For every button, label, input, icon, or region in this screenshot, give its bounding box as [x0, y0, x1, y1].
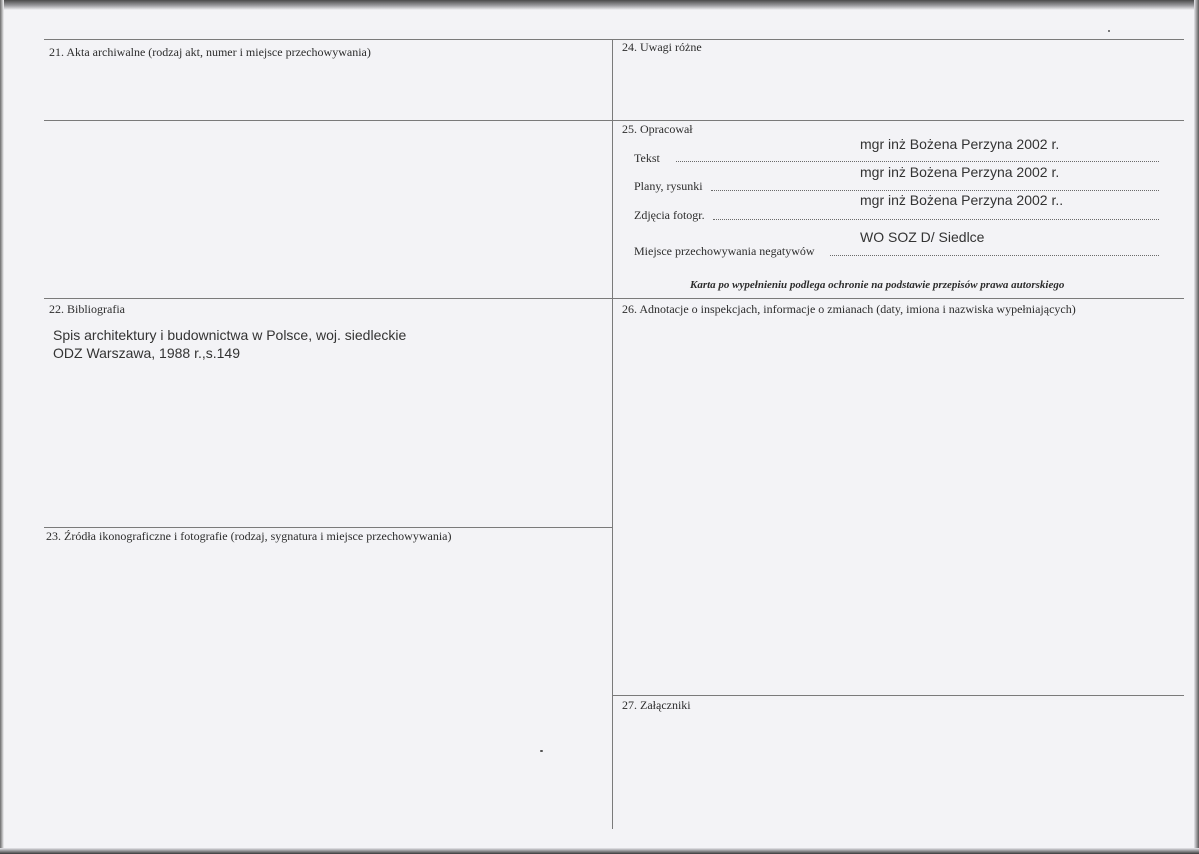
section-25-text-dots [676, 161, 1159, 162]
scan-speck [540, 750, 543, 752]
section-25-photos-label: Zdjęcia fotogr. [634, 208, 705, 222]
scan-edge-top [0, 0, 1199, 10]
section-25-text-label: Tekst [634, 151, 660, 165]
divider-22-top [44, 298, 1184, 299]
bibliography-line-1: Spis architektury i budownictwa w Polsce, woj. siedleckie [53, 327, 407, 343]
divider-top [44, 39, 1184, 40]
section-25-plans-value: mgr inż Bożena Perzyna 2002 r. [860, 164, 1060, 180]
section-26-label: 26. Adnotacje o inspekcjach, informacje o zmianach (daty, imiona i nazwiska wypełniających) [622, 302, 1076, 316]
section-21-label: 21. Akta archiwalne (rodzaj akt, numer i miejsce przechowywania) [49, 45, 371, 59]
section-25-text-value: mgr inż Bożena Perzyna 2002 r. [860, 136, 1060, 152]
scan-edge-bottom [0, 848, 1199, 854]
section-25-negatives-label: Miejsce przechowywania negatywów [634, 244, 815, 258]
divider-27-top [612, 695, 1184, 696]
bibliography-line-2: ODZ Warszawa, 1988 r.,s.149 [53, 345, 240, 361]
divider-21-bottom [44, 120, 1184, 121]
section-23-label: 23. Źródła ikonograficzne i fotografie (rodzaj, sygnatura i miejsce przechowywania) [46, 529, 452, 543]
section-25-plans-label: Plany, rysunki [634, 179, 703, 193]
section-22-label: 22. Bibliografia [49, 302, 125, 316]
section-27-label: 27. Załączniki [622, 698, 691, 712]
section-25-negatives-dots [830, 255, 1159, 256]
scan-edge-left [0, 0, 4, 854]
section-25-photos-dots [713, 219, 1159, 220]
section-25-negatives-value: WO SOZ D/ Siedlce [860, 229, 985, 245]
section-24-label: 24. Uwagi różne [622, 40, 702, 54]
section-25-plans-dots [711, 190, 1159, 191]
section-25-photos-value: mgr inż Bożena Perzyna 2002 r.. [860, 192, 1064, 208]
scan-speck [1108, 30, 1110, 32]
section-25-label: 25. Opracował [622, 122, 693, 136]
copyright-notice: Karta po wypełnieniu podlega ochronie na podstawie przepisów prawa autorskiego [690, 279, 1065, 291]
divider-center [612, 39, 613, 829]
scan-edge-right [1194, 0, 1199, 854]
divider-23-top [44, 527, 612, 528]
